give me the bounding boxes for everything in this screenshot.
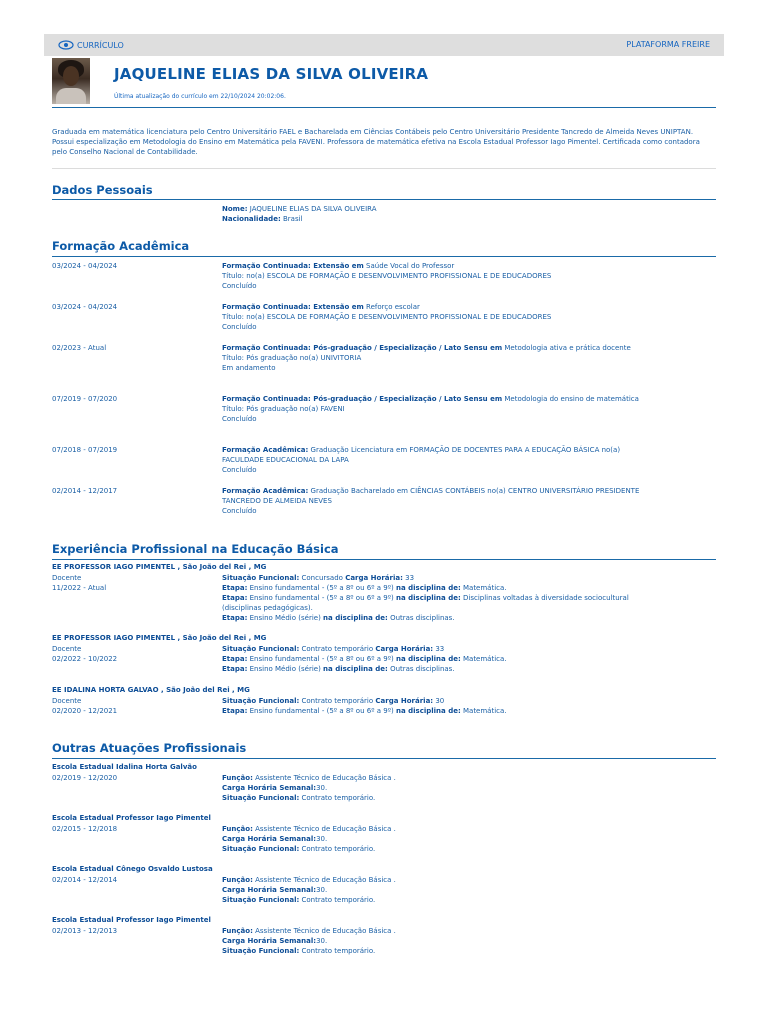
experiencia-role: Docente 02/2022 - 10/2022	[52, 645, 118, 663]
top-bar	[44, 34, 724, 56]
formacao-entry: Formação Continuada: Extensão em Reforço escolar Título: no(a) ESCOLA DE FORMAÇÃO E DESENVOLVIMENTO PROFISSIONAL E DE EDUCADORES Concluído	[222, 303, 552, 331]
experiencia-institution: EE PROFESSOR IAGO PIMENTEL , São João del Rei , MG	[52, 563, 267, 571]
curriculo-link[interactable]	[58, 40, 124, 50]
nome-row: Nome: JAQUELINE ELIAS DA SILVA OLIVEIRA Nacionalidade: Brasil	[222, 205, 377, 223]
outras-institution: Escola Estadual Professor Iago Pimentel	[52, 916, 211, 924]
section-title-outras-atuacoes: Outras Atuações Profissionais	[52, 741, 247, 755]
formacao-entry: Formação Continuada: Extensão em Saúde Vocal do Professor Título: no(a) ESCOLA DE FORMAÇÃO E DESENVOLVIMENTO PROFISSIONAL E DE EDUCADORES Concluído	[222, 262, 552, 290]
formacao-period: 07/2018 - 07/2019	[52, 446, 118, 454]
experiencia-details: Situação Funcional: Contrato temporário Carga Horária: 30 Etapa: Ensino fundamental - (5º a 8º ou 6º a 9º) na disciplina de: Matemática.	[222, 697, 507, 715]
outras-period: 02/2019 - 12/2020	[52, 774, 118, 782]
plataforma-freire-link[interactable]: PLATAFORMA FREIRE	[626, 40, 710, 49]
section-title-experiencia: Experiência Profissional na Educação Básica	[52, 542, 339, 556]
experiencia-institution: EE PROFESSOR IAGO PIMENTEL , São João del Rei , MG	[52, 634, 267, 642]
formacao-entry: Formação Acadêmica: Graduação Licenciatura em FORMAÇÃO DE DOCENTES PARA A EDUCAÇÃO BÁSICA no(a) FACULDADE EDUCACIONAL DA LAPA Concluído	[222, 446, 621, 474]
section-title-formacao: Formação Acadêmica	[52, 239, 190, 253]
formacao-period: 02/2023 - Atual	[52, 344, 107, 352]
outras-details: Função: Assistente Técnico de Educação Básica . Carga Horária Semanal:30. Situação Funcional: Contrato temporário.	[222, 876, 396, 904]
experiencia-details: Situação Funcional: Concursado Carga Horária: 33 Etapa: Ensino fundamental - (5º a 8º ou 6º a 9º) na disciplina de: Matemática. Etapa: Ensino fundamental - (5º a 8º ou 6º a 9º) na disciplina de: Disciplinas voltadas à diversidade sociocultural (disciplinas pedagógicas). Etapa: Ensino Médio (série) na disciplina de: Outras disciplinas.	[222, 574, 629, 622]
outras-details: Função: Assistente Técnico de Educação Básica . Carga Horária Semanal:30. Situação Funcional: Contrato temporário.	[222, 825, 396, 853]
section-divider	[52, 256, 716, 257]
formacao-period: 03/2024 - 04/2024	[52, 303, 118, 311]
outras-period: 02/2014 - 12/2014	[52, 876, 118, 884]
outras-details: Função: Assistente Técnico de Educação Básica . Carga Horária Semanal:30. Situação Funcional: Contrato temporário.	[222, 774, 396, 802]
outras-institution: Escola Estadual Professor Iago Pimentel	[52, 814, 211, 822]
section-divider	[52, 199, 716, 200]
experiencia-institution: EE IDALINA HORTA GALVAO , São João del Rei , MG	[52, 686, 250, 694]
section-title-dados-pessoais: Dados Pessoais	[52, 183, 153, 197]
experiencia-role: Docente 11/2022 - Atual	[52, 574, 107, 592]
formacao-period: 02/2014 - 12/2017	[52, 487, 118, 495]
outras-period: 02/2013 - 12/2013	[52, 927, 118, 935]
summary-divider	[52, 168, 716, 169]
summary-text: Graduada em matemática licenciatura pelo Centro Universitário FAEL e Bacharelada em Ciências Contábeis pelo Centro Universitário Presidente Tancredo de Almeida Neves UNIPTAN. Possui especialização em Metodologia do Ensino em Matemática pela FAVENI. Professora de matemática efetiva na Escola Estadual Professor Iago Pimentel. Certificada como contadora pelo Conselho Nacional de Contabilidade.	[52, 128, 700, 156]
experiencia-role: Docente 02/2020 - 12/2021	[52, 697, 118, 715]
section-divider	[52, 758, 716, 759]
last-updated: Última atualização do currículo em 22/10/2024 20:02:06.	[114, 93, 286, 100]
formacao-entry: Formação Continuada: Pós-graduação / Especialização / Lato Sensu em Metodologia ativa e prática docente Título: Pós graduação no(a) UNIVITORIA Em andamento	[222, 344, 631, 372]
experiencia-details: Situação Funcional: Contrato temporário Carga Horária: 33 Etapa: Ensino fundamental - (5º a 8º ou 6º a 9º) na disciplina de: Matemática. Etapa: Ensino Médio (série) na disciplina de: Outras disciplinas.	[222, 645, 507, 673]
outras-institution: Escola Estadual Cônego Osvaldo Lustosa	[52, 865, 213, 873]
eye-icon	[58, 40, 74, 50]
formacao-period: 07/2019 - 07/2020	[52, 395, 118, 403]
formacao-period: 03/2024 - 04/2024	[52, 262, 118, 270]
formacao-entry: Formação Continuada: Pós-graduação / Especialização / Lato Sensu em Metodologia do ensino de matemática Título: Pós graduação no(a) FAVENI Concluído	[222, 395, 639, 423]
section-divider	[52, 559, 716, 560]
profile-name: JAQUELINE ELIAS DA SILVA OLIVEIRA	[114, 65, 429, 83]
header-divider	[52, 107, 716, 108]
outras-period: 02/2015 - 12/2018	[52, 825, 118, 833]
curriculo-label: CURRÍCULO	[77, 40, 124, 50]
outras-details: Função: Assistente Técnico de Educação Básica . Carga Horária Semanal:30. Situação Funcional: Contrato temporário.	[222, 927, 396, 955]
outras-institution: Escola Estadual Idalina Horta Galvão	[52, 763, 197, 771]
formacao-entry: Formação Acadêmica: Graduação Bacharelado em CIÊNCIAS CONTÁBEIS no(a) CENTRO UNIVERSITÁRIO PRESIDENTE TANCREDO DE ALMEIDA NEVES Concluído	[222, 487, 640, 515]
profile-photo	[52, 58, 90, 104]
